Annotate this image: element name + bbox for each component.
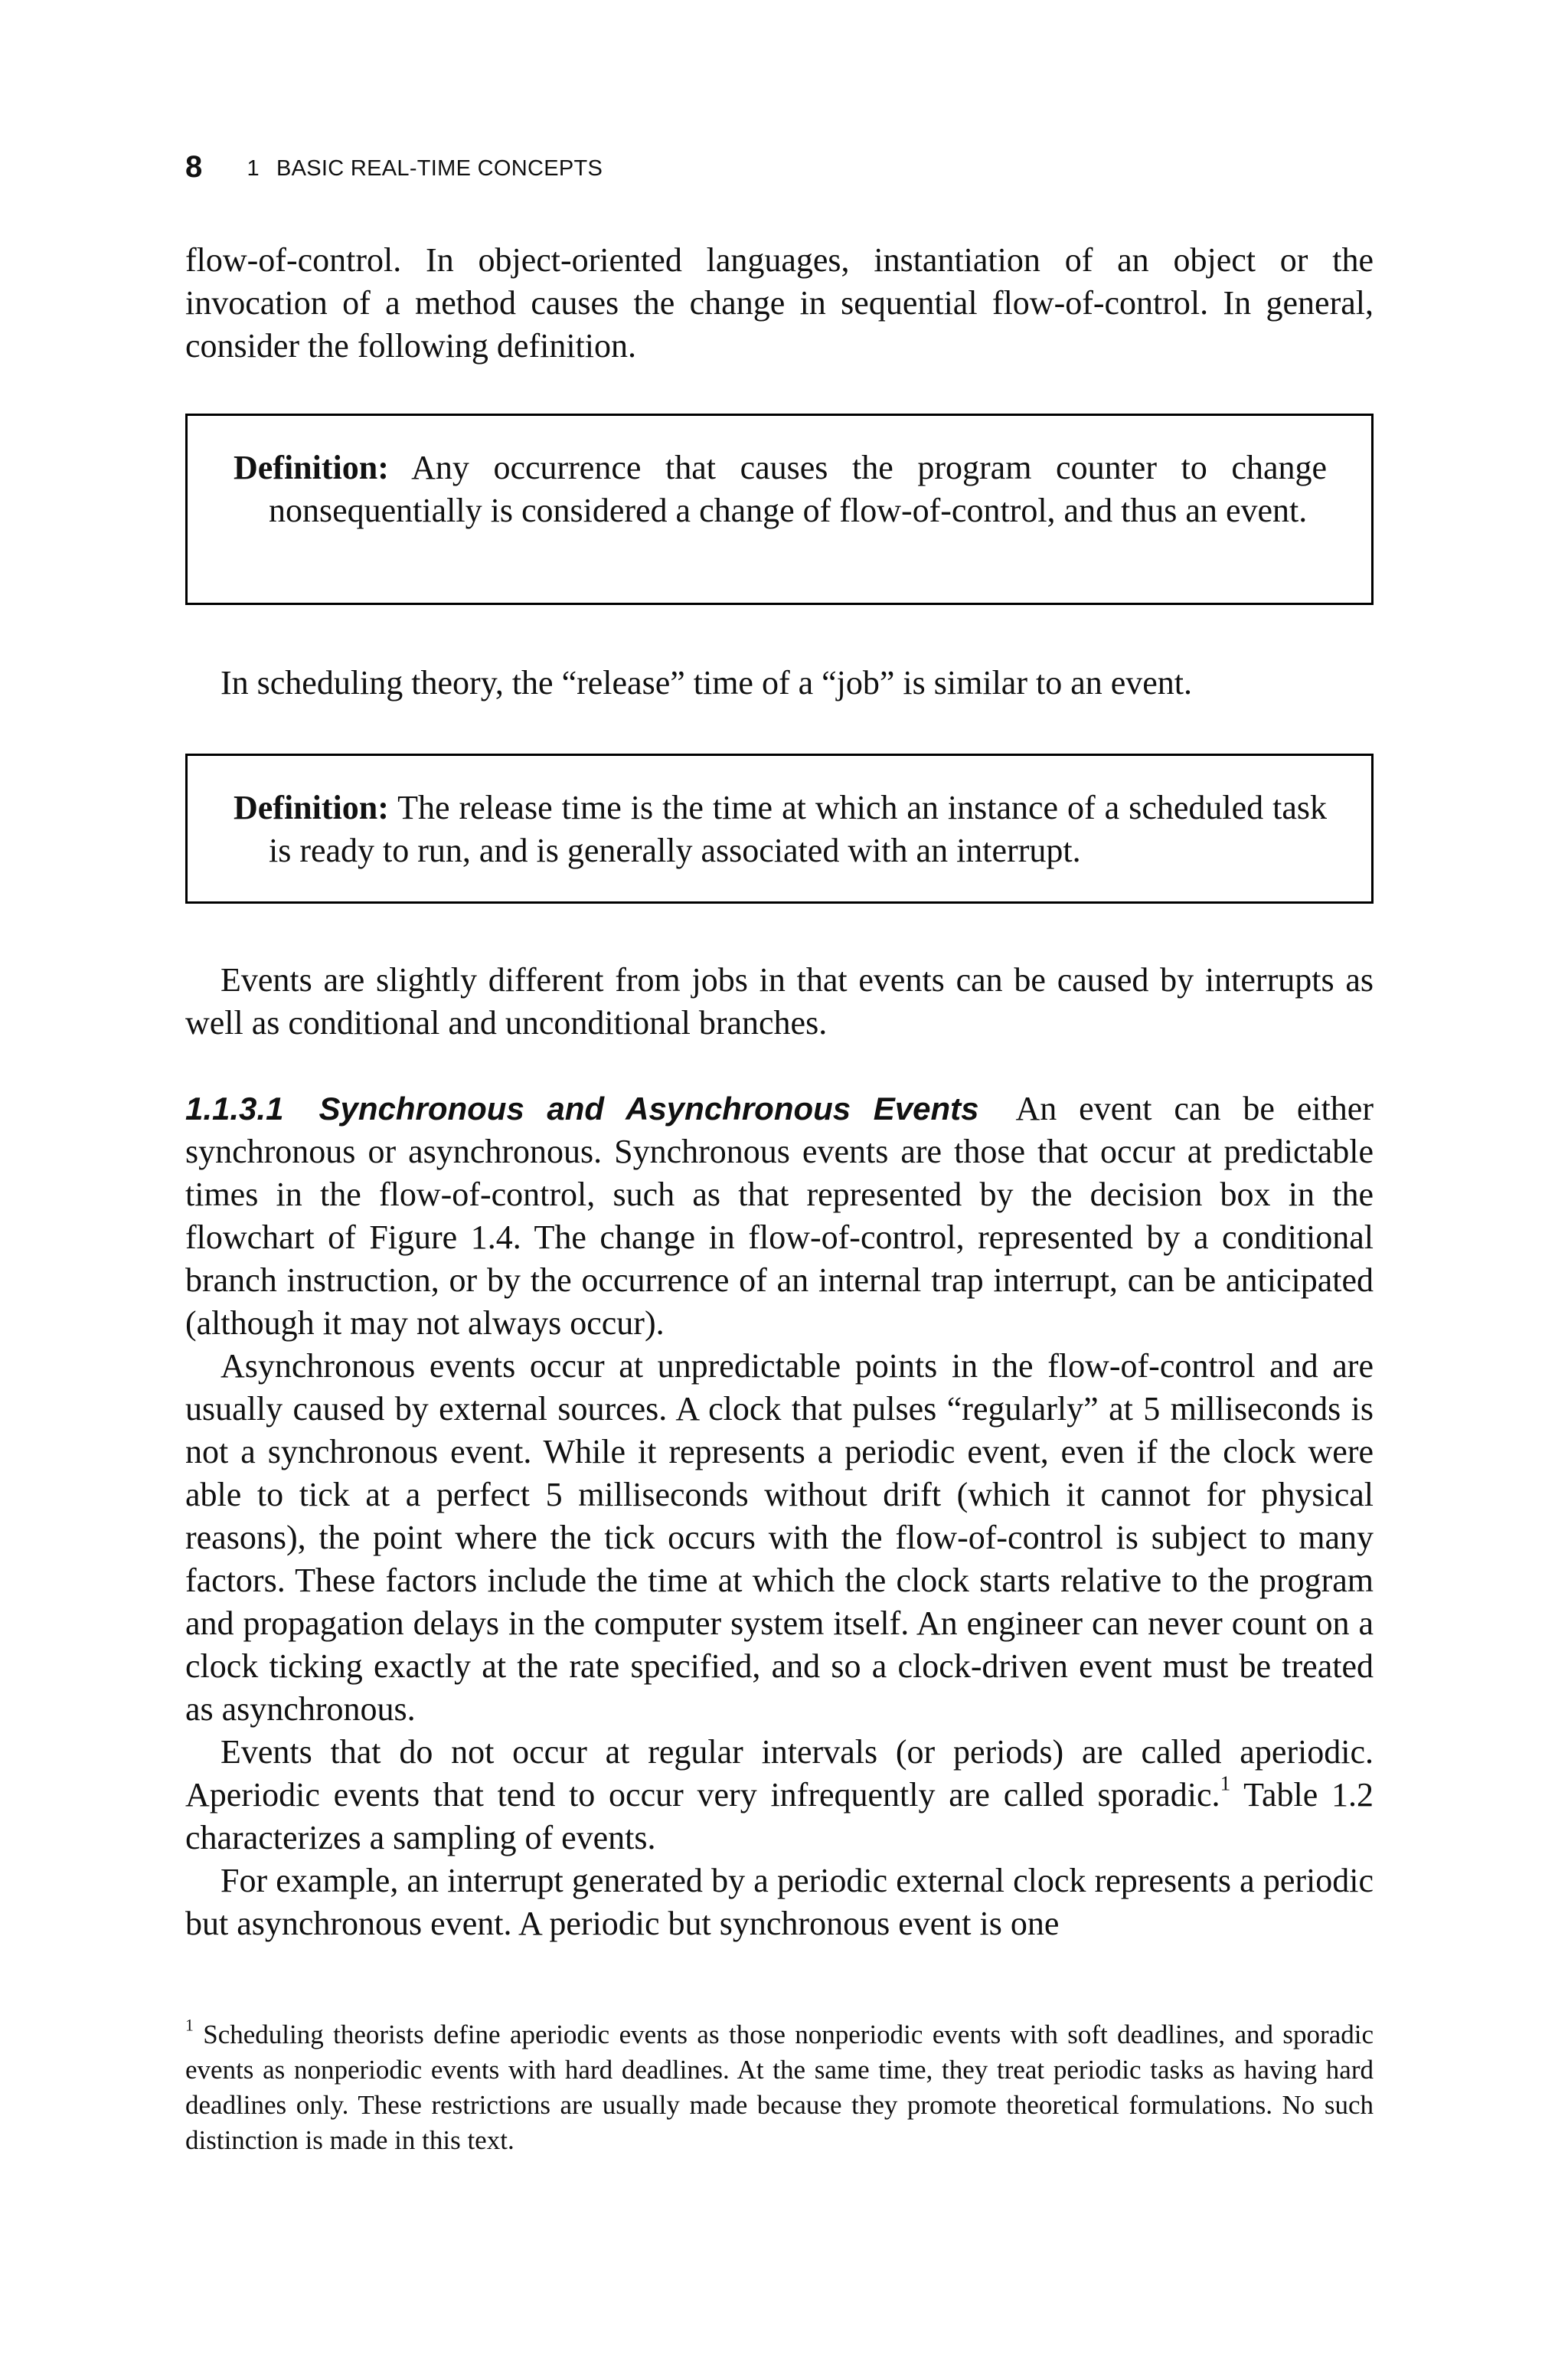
definition-term: Definition:	[234, 789, 389, 826]
paragraph-text: Events are slightly different from jobs in that events can be caused by interrupts as well as conditional and unconditional branches.	[185, 961, 1374, 1042]
section-number: 1.1.3.1	[185, 1091, 284, 1127]
footnote-reference: 1	[1220, 1771, 1231, 1795]
paragraph-text: Table 1.2 characterizes a sampling of events.	[185, 1776, 1374, 1856]
footnote	[185, 2017, 1374, 2158]
definition-term: Definition:	[234, 449, 389, 486]
definition-box-release-time	[185, 754, 1374, 904]
paragraph-example: For example, an interrupt generated by a periodic external clock represents a periodic but asynchronous event. A periodic but synchronous event is one	[185, 1862, 1374, 1942]
paragraph-2	[185, 662, 1374, 705]
paragraph-text: In scheduling theory, the “release” time of a “job” is similar to an event.	[220, 664, 1193, 702]
footnote-marker: 1	[185, 2016, 194, 2035]
definition-body: The release time is the time at which an instance of a scheduled task is ready to run, and is generally associated with an interrupt.	[269, 789, 1327, 869]
definition-body: Any occurrence that causes the program counter to change nonsequentially is considered a change of flow-of-control, and thus an event.	[269, 449, 1327, 529]
section-title: Synchronous and Asynchronous Events	[318, 1091, 979, 1127]
paragraph-text: flow-of-control. In object-oriented languages, instantiation of an object or the invocation of a method causes the change in sequential flow-of-control. In general, consider the following definition.	[185, 241, 1374, 365]
definition-text	[234, 787, 1327, 872]
paragraph-aperiodic	[185, 1731, 1374, 1859]
definition-box-flow-of-control	[185, 414, 1374, 605]
section-heading	[185, 1091, 978, 1127]
section-1-1-3-1	[185, 1088, 1374, 1945]
chapter-title: BASIC REAL-TIME CONCEPTS	[276, 156, 603, 181]
paragraph-text: An event can be either synchronous or asynchronous. Synchronous events are those that occur at predictable times in the flow-of-control, such as that represented by the decision box in the flowchart of Figure 1.4. The change in flow-of-control, represented by a conditional branch instruction, or by the occurrence of an internal trap interrupt, can be anticipated (although it may not always occur).	[185, 1090, 1374, 1342]
paragraph-1	[185, 239, 1374, 368]
definition-text	[234, 446, 1327, 532]
chapter-number: 1	[247, 156, 260, 181]
running-head	[185, 150, 603, 184]
footnote-body: Scheduling theorists define aperiodic events as those nonperiodic events with soft deadlines, and sporadic events as nonperiodic events with hard deadlines. At the same time, they treat periodic tasks as having hard deadlines only. These restrictions are usually made because they promote theoretical formulations. No such distinction is made in this text.	[185, 2020, 1374, 2155]
paragraph-asynchronous: Asynchronous events occur at unpredictable points in the flow-of-control and are usually caused by external sources. A clock that pulses “regularly” at 5 milliseconds is not a synchronous event. While it represents a periodic event, even if the clock were able to tick at a perfect 5 milliseconds without drift (which it cannot for physical reasons), the point where the tick occurs with the flow-of-control is subject to many factors. These factors include the time at which the clock starts relative to the program and propagation delays in the computer system itself. An engineer can never count on a clock ticking exactly at the rate specified, and so a clock-driven event must be treated as asynchronous.	[185, 1347, 1374, 1728]
section-paragraph	[185, 1088, 1374, 1345]
footnote-text	[185, 2017, 1374, 2158]
paragraph-text: Events that do not occur at regular intervals (or periods) are called aperiodic. Aperiodic events that tend to occur very infrequently are called sporadic.	[185, 1733, 1374, 1814]
paragraph-3	[185, 959, 1374, 1045]
page-number: 8	[185, 150, 203, 184]
